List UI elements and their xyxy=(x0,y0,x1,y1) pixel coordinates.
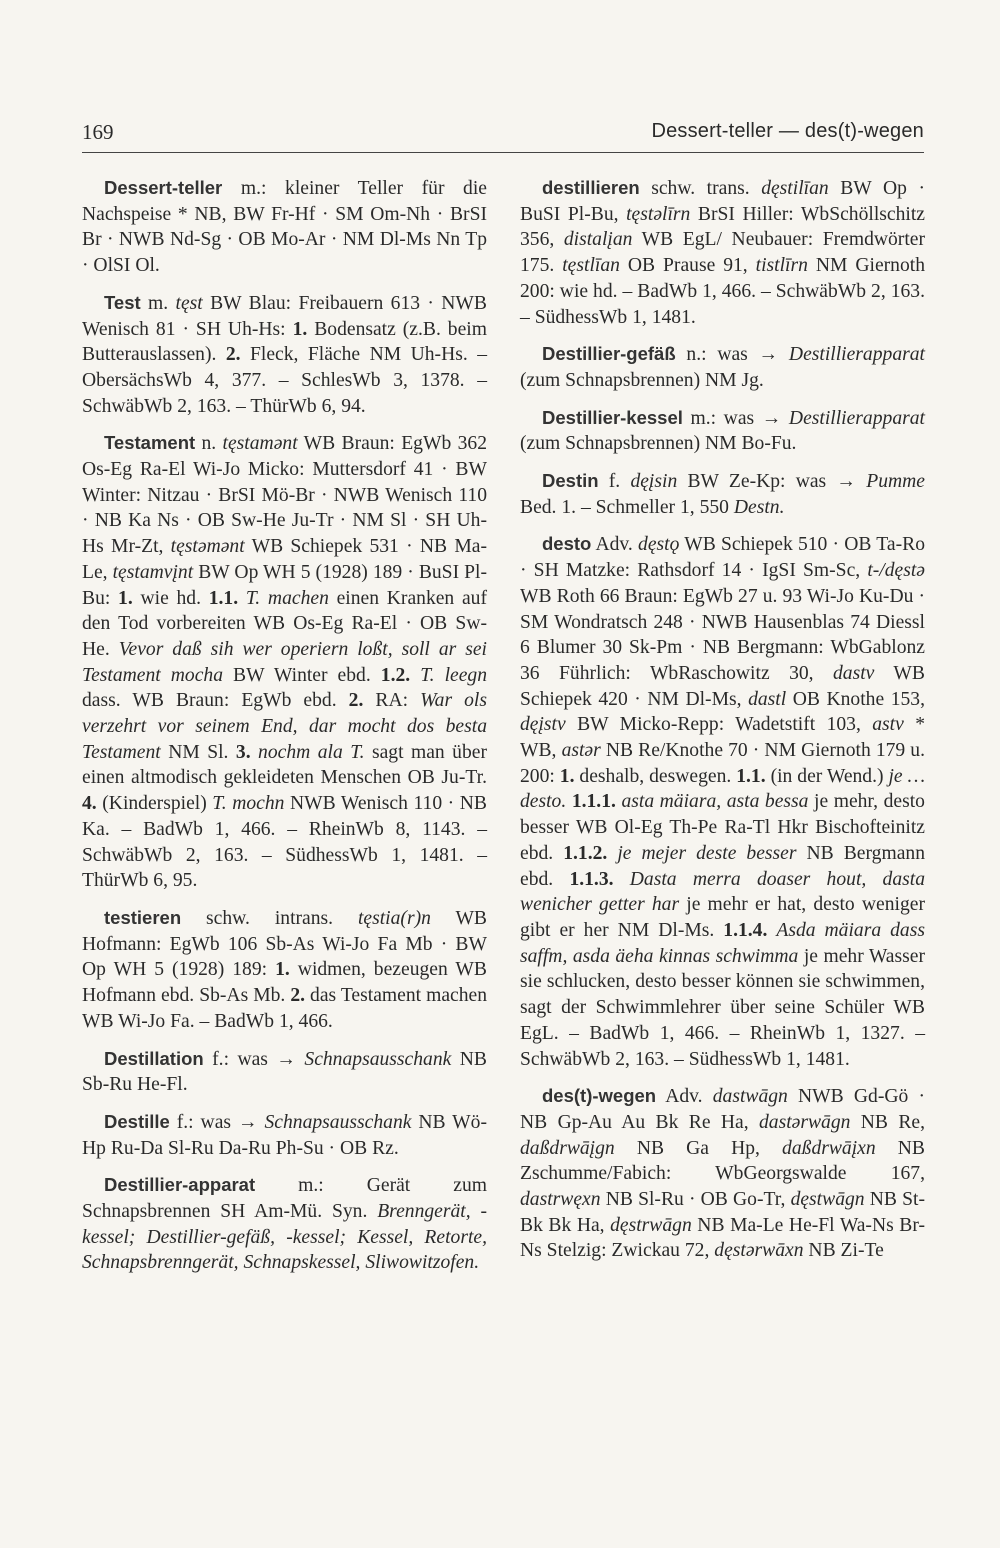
entry-text: deshalb, deswegen. xyxy=(574,765,737,787)
page-number: 169 xyxy=(82,120,114,144)
headword: testieren xyxy=(104,906,182,928)
headword: destillieren xyxy=(542,177,640,198)
phonetic-form: tistlīrn xyxy=(755,255,808,277)
entry-text: NWB Gd-Gö · NB Gp-Au Au Bk Re Ha, xyxy=(520,1086,925,1133)
entry-text: das Testament machen WB Wi-Jo Fa. – BadWb 1, 466. xyxy=(82,985,487,1032)
entry-text: je mehr er hat, desto weniger gibt er her NM Dl-Ms. xyxy=(520,894,925,941)
entry-text: (zum Schnapsbrennen) NM Bo-Fu. xyxy=(520,433,797,455)
entry-text: BW Blau: Freibauern 613 · NWB Wenisch 81 · SH Uh-Hs: xyxy=(82,292,487,340)
entry-text: BW Ze-Kp: was → xyxy=(677,471,867,493)
phonetic-form: dastwāgn xyxy=(712,1086,788,1108)
cross-reference: Destillierapparat xyxy=(788,407,925,429)
sense-number: 1. xyxy=(559,765,575,787)
phonetic-form: tęstlīan xyxy=(562,255,620,277)
phonetic-form: astər xyxy=(561,740,601,762)
entry-text: NB Sb-Ru He-Fl. xyxy=(82,1048,487,1096)
entry-test xyxy=(82,290,487,420)
phonetic-form: tęstamvįnt xyxy=(112,561,194,583)
entry-text: OB Prause 91, xyxy=(619,255,756,277)
entry-text: * WB, xyxy=(520,714,925,762)
entry-destillation xyxy=(82,1046,487,1098)
phonetic-form: dęstǫ xyxy=(638,534,680,556)
entry-text: m.: was → xyxy=(690,407,789,429)
headword: desto xyxy=(542,533,592,555)
sense-number: 1.1. xyxy=(736,765,766,787)
running-head: Dessert-teller — des(t)-wegen xyxy=(651,120,924,142)
entry-text: m.: Gerät zum Schnapsbrennen SH Am-Mü. Syn. xyxy=(82,1175,487,1223)
page-header xyxy=(82,118,924,153)
entry-text: NB Re, xyxy=(850,1111,925,1133)
headword: des(t)-wegen xyxy=(542,1085,657,1107)
entry-text: (zum Schnapsbrennen) NM Jg. xyxy=(520,369,764,391)
sense-number: 1.1.4. xyxy=(723,919,768,941)
entry-destin xyxy=(520,468,925,520)
entry-text: NB Zi-Te xyxy=(803,1240,884,1262)
headword: Destillier-gefäß xyxy=(542,343,676,365)
phonetic-form: dęįstv xyxy=(520,714,566,736)
sense-number: 2. xyxy=(348,690,364,712)
phonetic-form: astv xyxy=(872,714,904,736)
entry-text: NM Giernoth 200: wie hd. – BadWb 1, 466. – SchwäbWb 2, 163. – SüdhessWb 1, 1481. xyxy=(520,255,925,328)
entry-text: schw. intrans. xyxy=(206,907,358,929)
entry-text: BW Op WH 5 (1928) 189 · BuSI Pl-Bu: xyxy=(82,561,487,609)
entry-text: Bed. 1. – Schmeller 1, 550 xyxy=(520,496,734,518)
headword: Test xyxy=(104,291,141,313)
entry-text: WB Braun: EgWb 362 Os-Eg Ra-El Wi-Jo Micko: Muttersdorf 41 · BW Winter: Nitzau · BrSI Mö-Br · NWB Wenisch 110 · NB Ka Ns · OB Sw-He Ju-Tr · NM Sl · SH Uh-Hs Mr-Zt, xyxy=(82,433,487,558)
entry-destillier-gefaess xyxy=(520,341,925,393)
phonetic-form: dęįsin xyxy=(630,471,678,493)
headword: Destille xyxy=(104,1110,170,1132)
sense-number: 2. xyxy=(290,985,306,1007)
entry-text: widmen, bezeugen WB Hofmann ebd. Sb-As Mb. xyxy=(82,959,487,1007)
cross-reference: Destillierapparat xyxy=(788,344,925,366)
entry-testament xyxy=(82,430,487,894)
entry-text: WB Schiepek 531 · NB Ma-Le, xyxy=(82,536,487,583)
example-phrase: asta mäiara, asta bessa xyxy=(621,791,809,813)
sense-number: 1. xyxy=(118,587,133,609)
entry-text xyxy=(251,742,258,763)
synonym-list: Brenngerät, -kessel; Destillier-gefäß, -kessel; Kessel, Retorte, Schnapsbrenngerät, Schnapskessel, Sliwowitzofen. xyxy=(82,1201,487,1274)
entry-text xyxy=(238,588,246,609)
headword: Destillier-kessel xyxy=(542,406,683,428)
sense-number: 1.2. xyxy=(380,664,411,686)
sense-number: 2. xyxy=(225,344,241,366)
entry-text xyxy=(607,843,617,864)
entry-text: Adv. xyxy=(595,534,639,556)
sense-number: 1.1.3. xyxy=(569,868,614,890)
headword: Destillier-apparat xyxy=(104,1174,256,1196)
phonetic-form: dastrwęxn xyxy=(520,1189,601,1211)
entry-text: sagt man über einen altmodisch gekleideten Menschen OB Ju-Tr. xyxy=(82,741,487,789)
example-phrase: T. leegn xyxy=(420,664,487,686)
sense-number: 3. xyxy=(235,741,251,763)
entry-des-t-wegen xyxy=(520,1083,925,1264)
entry-text: f.: was → xyxy=(176,1111,265,1133)
entry-text: WB Schiepek 420 · NM Dl-Ms, xyxy=(520,662,925,710)
entry-text: WB Hofmann: EgWb 106 Sb-As Wi-Jo Fa Mb · BW Op WH 5 (1928) 189: xyxy=(82,907,488,981)
entry-text: Bodensatz (z.B. beim Butterauslassen). xyxy=(82,318,487,366)
phonetic-form: tęstamənt xyxy=(222,433,298,455)
phonetic-form: tęstəlīrn xyxy=(626,203,691,225)
entry-text: NB Bergmann ebd. xyxy=(520,842,926,890)
entry-text: (Kinderspiel) xyxy=(96,793,213,815)
entry-text: f.: was → xyxy=(212,1048,305,1070)
entry-text: Fleck, Fläche NM Uh-Hs. – ObersächsWb 4, 377. – SchlesWb 3, 1378. – SchwäbWb 2, 163. – ThürWb 6, 94. xyxy=(82,344,487,417)
example-phrase: War ols verzehrt vor seinem End, dar mocht dos besta Testament xyxy=(82,690,487,763)
entry-text: NB Ma-Le He-Fl Wa-Ns Br-Ns Stelzig: Zwickau 72, xyxy=(520,1214,926,1262)
entry-text: NWB Wenisch 110 · NB Ka. – BadWb 1, 466. – RheinWb 8, 1143. – SchwäbWb 2, 163. – SüdhessWb 1, 1481. – ThürWb 6, 95. xyxy=(82,793,487,892)
phonetic-form: dastərwāgn xyxy=(758,1111,851,1133)
example-phrase: T. mochn xyxy=(212,793,285,815)
phonetic-form: dastl xyxy=(748,688,787,710)
example-phrase: je mejer deste besser xyxy=(617,842,797,864)
entry-text: wie hd. xyxy=(132,587,209,609)
entry-desto xyxy=(520,531,925,1072)
phonetic-form: tęst xyxy=(175,292,203,314)
example-phrase: je … desto. xyxy=(520,765,925,813)
entry-text: BW Winter ebd. xyxy=(223,664,381,686)
example-phrase: Dasta merra doaser hout, dasta wenicher getter har xyxy=(520,868,925,916)
phonetic-form: daßdrwāįxn xyxy=(782,1137,876,1159)
entry-text xyxy=(614,869,630,890)
phonetic-form: dastv xyxy=(833,662,875,684)
entry-text: BW Op · BuSI Pl-Bu, xyxy=(520,178,925,225)
entry-dessert-teller xyxy=(82,175,487,279)
cross-reference: Schnapsausschank xyxy=(264,1111,412,1133)
entry-destillieren xyxy=(520,175,925,330)
entry-text: m. xyxy=(148,292,176,314)
entry-text: NB Ga Hp, xyxy=(614,1137,783,1159)
phonetic-form: distalįan xyxy=(563,229,633,251)
sense-number: 4. xyxy=(82,793,97,815)
entry-text xyxy=(410,665,420,686)
entry-text: einen Kranken auf den Tod vorbereiten WB Os-Eg Ra-El · OB Sw-He. xyxy=(82,587,487,660)
headword: Dessert-teller xyxy=(104,177,223,198)
entry-text: n. xyxy=(201,433,223,455)
phonetic-form: dęstilīan xyxy=(761,178,829,199)
sense-number: 1.1.1. xyxy=(571,791,616,813)
entry-destillier-kessel xyxy=(520,405,925,457)
phonetic-form: Destn. xyxy=(733,496,785,518)
headword: Destin xyxy=(542,470,599,492)
cross-reference: Schnapsausschank xyxy=(304,1048,452,1070)
left-column xyxy=(82,175,487,1287)
entry-text: OB Knothe 153, xyxy=(786,688,925,710)
entry-text: NB Zschumme/Fabich: WbGeorgswalde 167, xyxy=(520,1137,925,1185)
cross-reference: Pumme xyxy=(866,471,925,493)
example-phrase: T. machen xyxy=(245,587,329,609)
phonetic-form: tęstəmənt xyxy=(170,536,245,558)
example-phrase: Asda mäiara dass saffm, asda äeha kinnas schwimma xyxy=(520,919,925,967)
phonetic-form: dęstərwāxn xyxy=(714,1240,804,1262)
example-phrase: nochm ala T. xyxy=(258,741,365,763)
phonetic-form: dęstwāgn xyxy=(790,1189,865,1211)
sense-number: 1.1.2. xyxy=(563,842,608,864)
sense-number: 1.1. xyxy=(208,587,239,609)
entry-testieren xyxy=(82,905,487,1035)
entry-text: m.: kleiner Teller für die Nachspeise * NB, BW Fr-Hf · SM Om-Nh · BrSI Br · NWB Nd-Sg · OB Mo-Ar · NM Dl-Ms Nn Tp · OlSI Ol. xyxy=(82,178,487,277)
right-column xyxy=(520,175,925,1275)
entry-text: WB Roth 66 Braun: EgWb 27 u. 93 Wi-Jo Ku-Du · SM Wondratsch 248 · NWB Hausenblas 74 Diessl 6 Blumer 30 Sk-Pm · NB Bergmann: WbGablonz 36 Führlich: WbRaschowitz 30, xyxy=(520,585,925,684)
example-phrase: Vevor daß sih wer operiern loßt, soll ar sei Testament mocha xyxy=(82,638,487,686)
headword: Testament xyxy=(104,432,196,454)
entry-text: NB Sl-Ru · OB Go-Tr, xyxy=(600,1189,791,1211)
entry-text: je mehr, desto besser WB Ol-Eg Th-Pe Ra-Tl Hkr Bischofteinitz ebd. xyxy=(520,791,925,864)
entry-text: dass. WB Braun: EgWb ebd. xyxy=(82,690,349,712)
headword: Destillation xyxy=(104,1047,204,1069)
phonetic-form: t-/dęstə xyxy=(867,560,925,582)
entry-destillier-apparat xyxy=(82,1172,487,1276)
entry-text: n.: was → xyxy=(686,344,789,366)
entry-text: Adv. xyxy=(665,1086,713,1108)
entry-text: WB Schiepek 510 · OB Ta-Ro · SH Matzke: Rathsdorf 14 · IgSI Sm-Sc, xyxy=(520,534,925,582)
entry-text: je mehr Wasser sie schlucken, desto besser können sie schwimmen, sagt der Schwimmlehrer über seine Schüler WB EgL. – BadWb 1, 466. – RheinWb 1, 1327. – SchwäbWb 2, 163. – SüdhessWb 1, 1481. xyxy=(520,945,925,1070)
entry-text: WB EgL/ Neubauer: Fremdwörter 175. xyxy=(520,229,926,277)
phonetic-form: dęstrwāgn xyxy=(610,1214,692,1236)
entry-text xyxy=(767,920,776,941)
entry-text: NB Re/Knothe 70 · NM Giernoth 179 u. 200: xyxy=(520,740,926,787)
entry-text: NB St-Bk Bk Ha, xyxy=(520,1189,925,1236)
entry-text: NB Wö-Hp Ru-Da Sl-Ru Da-Ru Ph-Su · OB Rz. xyxy=(82,1111,487,1159)
sense-number: 1. xyxy=(292,318,308,340)
phonetic-form: daßdrwāįgn xyxy=(520,1137,615,1159)
entry-text: BrSI Hiller: WbSchöllschitz 356, xyxy=(520,203,925,251)
sense-number: 1. xyxy=(275,959,290,981)
entry-text: RA: xyxy=(363,690,421,712)
entry-text: f. xyxy=(608,471,631,493)
entry-text: schw. trans. xyxy=(651,178,762,199)
entry-text: BW Micko-Repp: Wadetstift 103, xyxy=(565,714,873,736)
phonetic-form: tęstia(r)n xyxy=(357,907,431,929)
entry-text: NM Sl. xyxy=(160,741,236,763)
entry-text: (in der Wend.) xyxy=(765,765,889,787)
entry-destille xyxy=(82,1109,487,1161)
